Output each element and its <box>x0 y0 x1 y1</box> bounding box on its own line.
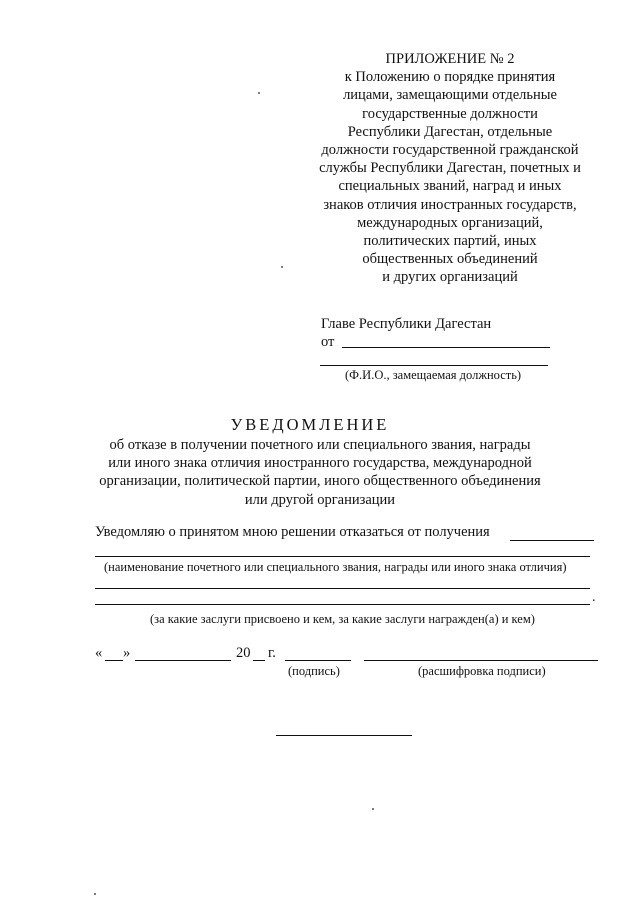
subtitle-line: об отказе в получении почетного или специального звания, награды <box>109 437 531 453</box>
appendix-line: знаков отличия иностранных государств, <box>323 196 577 213</box>
decode-caption: (расшифровка подписи) <box>418 664 546 678</box>
appendix-line: международных организаций, <box>357 214 543 231</box>
fio-caption: (Ф.И.О., замещаемая должность) <box>345 368 522 382</box>
signature-caption: (подпись) <box>288 664 340 678</box>
merit-caption: (за какие заслуги присвоено и кем, за какие заслуги награжден(а) и кем) <box>150 612 535 626</box>
appendix-heading: ПРИЛОЖЕНИЕ № 2 <box>385 51 515 67</box>
date-open-quote: « <box>95 645 103 661</box>
scan-speck <box>372 808 374 810</box>
appendix-line: службы Республики Дагестан, почетных и <box>319 160 581 177</box>
decode-fill-line[interactable] <box>364 660 598 661</box>
notice-title: УВЕДОМЛЕНИЕ <box>230 415 390 434</box>
year-suffix: г. <box>268 645 276 661</box>
appendix-line: Республики Дагестан, отдельные <box>347 123 553 140</box>
refusal-sentence: Уведомляю о принятом мною решении отказаться от получения <box>95 524 490 540</box>
appendix-line: общественных объединений <box>362 251 538 268</box>
date-close-quote: » <box>123 645 131 661</box>
appendix-line: должности государственной гражданской <box>321 142 579 159</box>
scan-speck <box>258 92 260 94</box>
subtitle-line: или иного знака отличия иностранного государства, международной <box>108 455 532 472</box>
appendix-line: к Положению о порядке принятия <box>344 69 556 86</box>
scan-speck <box>94 893 96 895</box>
award-fill-line-1[interactable] <box>510 540 594 541</box>
closing-divider <box>276 735 412 736</box>
award-caption: (наименование почетного или специального звания, награды или иного знака отличия) <box>104 560 567 574</box>
appendix-line: лицами, замещающими отдельные <box>343 87 557 104</box>
merit-fill-line-2[interactable] <box>95 604 590 605</box>
year-fill-line[interactable] <box>253 660 265 661</box>
year-prefix: 20 <box>236 645 251 661</box>
subtitle-line: организации, политической партии, иного общественного объединения <box>99 473 541 490</box>
signature-fill-line[interactable] <box>285 660 351 661</box>
from-label: от <box>321 334 335 350</box>
scan-speck <box>281 266 283 268</box>
appendix-line: политических партий, иных <box>363 233 537 250</box>
merit-fill-line-1[interactable] <box>95 588 590 589</box>
appendix-block <box>300 50 600 287</box>
appendix-line: государственные должности <box>362 105 538 122</box>
appendix-line: и других организаций <box>382 269 518 286</box>
notice-subtitle <box>80 436 560 509</box>
award-fill-line-2[interactable] <box>95 556 590 557</box>
addressee-to: Главе Республики Дагестан <box>321 316 492 332</box>
day-fill-line[interactable] <box>105 660 123 661</box>
fio-fill-line[interactable] <box>320 365 548 366</box>
subtitle-line: или другой организации <box>244 491 396 508</box>
line-end-period: . <box>592 590 596 605</box>
appendix-line: специальных званий, наград и иных <box>338 178 562 195</box>
from-fill-line[interactable] <box>342 347 550 348</box>
month-fill-line[interactable] <box>135 660 231 661</box>
